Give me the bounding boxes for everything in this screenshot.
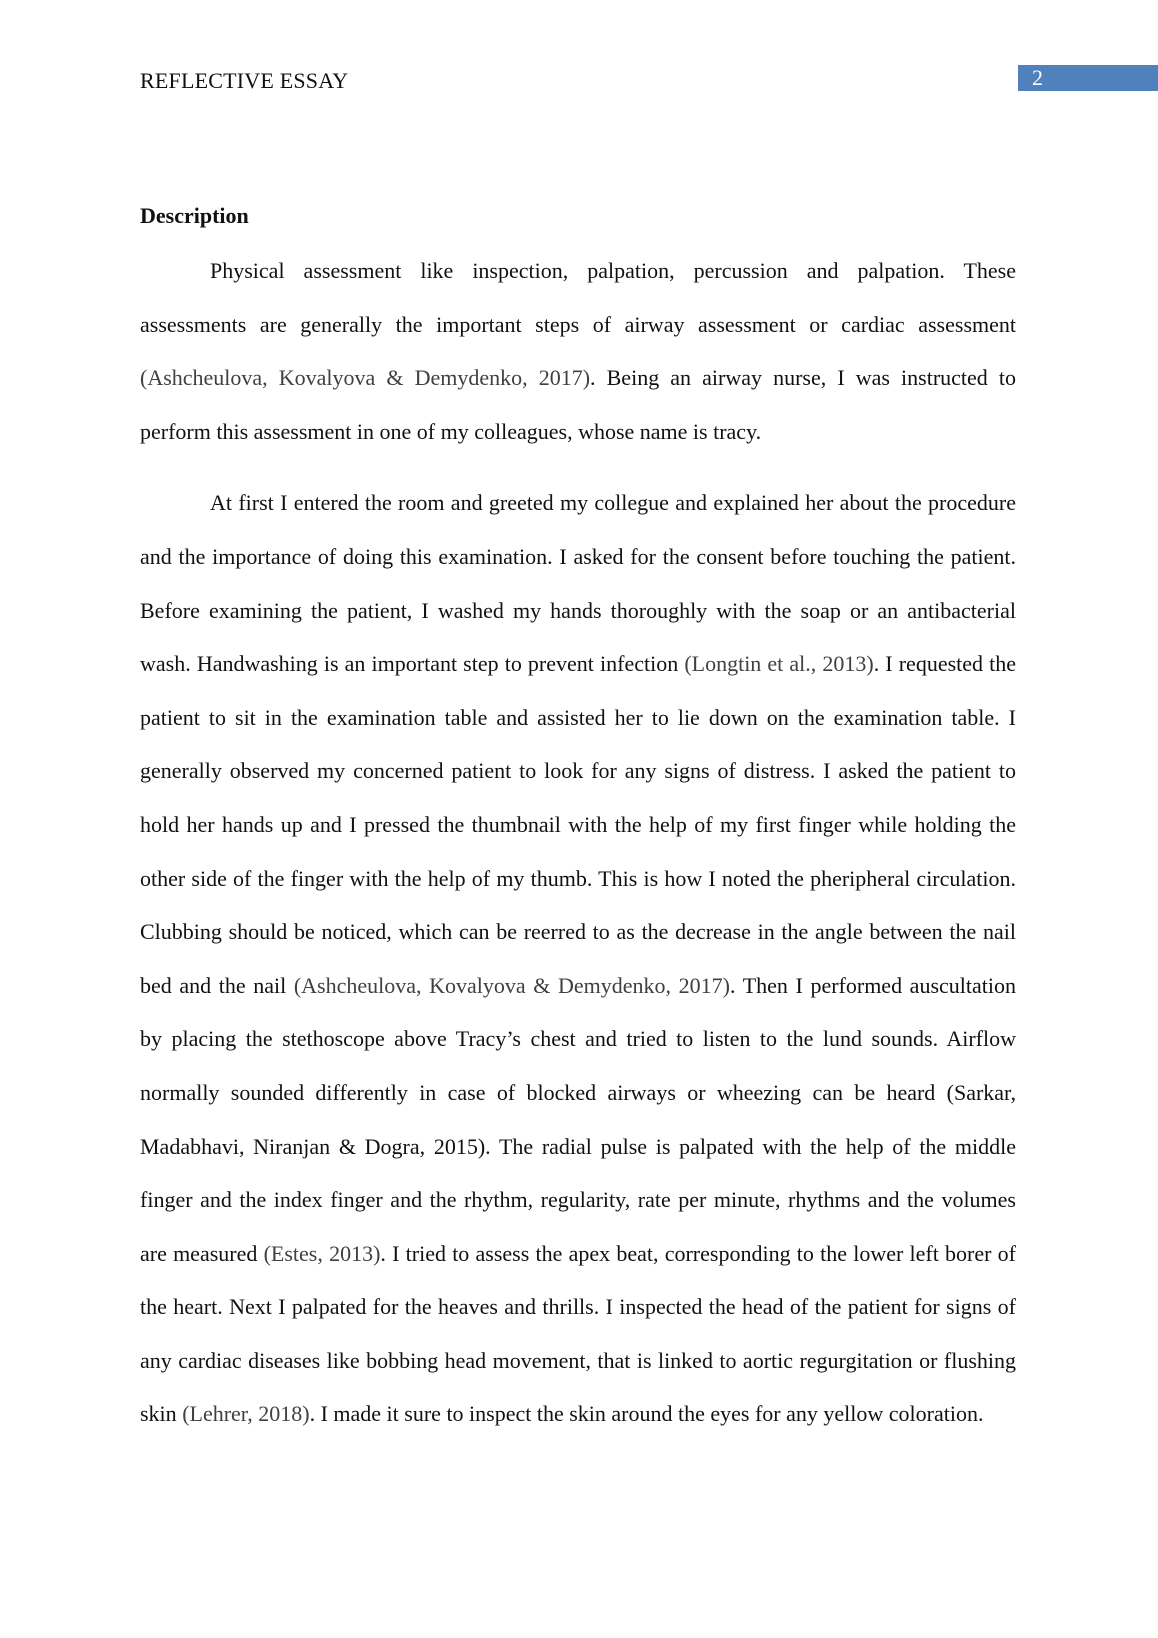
running-head: REFLECTIVE ESSAY [140, 68, 349, 93]
page-number: 2 [1032, 65, 1043, 90]
citation: (Ashcheulova, Kovalyova & Demydenko, 2017) [140, 365, 591, 391]
paragraph-text: . I tried to assess the apex beat, corresponding to the lower left borer of the heart. Next I palpated for the heaves and thrills. I inspected the head of the patient for signs of any cardiac diseases like bobbing head movement, that is linked to aortic regurgitation or flushing skin [140, 1240, 1017, 1427]
paragraph-1 [140, 244, 1016, 458]
citation: (Longtin et al., 2013) [684, 651, 874, 677]
page-number-bar [1018, 65, 1158, 91]
citation: (Ashcheulova, Kovalyova & Demydenko, 2017) [293, 972, 730, 998]
paragraph-text: . I made it sure to inspect the skin around the eyes for any yellow coloration. [309, 1401, 984, 1427]
body-content [140, 200, 1016, 1441]
paragraph-text: At first I entered the room and greeted my collegue and explained her about the procedure and the importance of doing this examination. I asked for the consent before touching the patient. Before examining the patient, I washed my hands thoroughly with the soap or an antibacterial wash. Handwashing is an important step to prevent infection [140, 490, 1016, 677]
paragraph-text: . Then I performed auscultation by placing the stethoscope above Tracy’s chest and tried to listen to the lund sounds. Airflow normally sounded differently in case of blocked airways or wheezing can be heard (Sarkar, Madabhavi, Niranjan & Dogra, 2015). The radial pulse is palpated with the help of the middle finger and the index finger and the rhythm, regularity, rate per minute, rhythms and the volumes are measured [140, 972, 1016, 1266]
paragraph-text: . Being an airway nurse, I was instructed to perform this assessment in one of my colleagues, whose name is tracy. [140, 365, 1016, 444]
citation: (Lehrer, 2018) [182, 1401, 310, 1427]
paragraph-2 [140, 476, 1016, 1441]
section-heading: Description [140, 203, 249, 228]
paragraph-text: Physical assessment like inspection, palpation, percussion and palpation. These assessments are generally the important steps of airway assessment or cardiac assessment [140, 258, 1016, 337]
citation: (Estes, 2013) [263, 1240, 381, 1266]
paragraph-text: . I requested the patient to sit in the examination table and assisted her to lie down on the examination table. I generally observed my concerned patient to look for any signs of distress. I asked the patient to hold her hands up and I pressed the thumbnail with the help of my first finger while holding the other side of the finger with the help of my thumb. This is how I noted the pheripheral circulation. Clubbing should be noticed, which can be reerred to as the decrease in the angle between the nail bed and the nail [140, 651, 1017, 998]
